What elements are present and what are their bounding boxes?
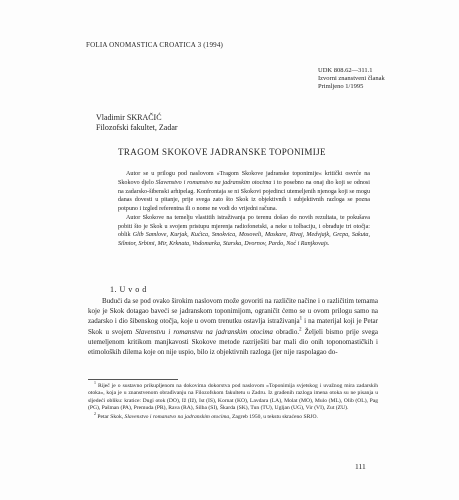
footnote-ref: 1 (299, 317, 303, 323)
abstract-cited-work: Slavenstvo i romanstvo na jadranskim otocima (155, 179, 272, 186)
article-type: Izvorni znanstveni članak (318, 75, 385, 82)
author-affiliation: Filozofski fakultet, Zadar (96, 123, 178, 132)
author-block (96, 113, 178, 133)
body-cited-work: Slavenstvu i romanstvu na jadranskim otocima (135, 327, 273, 336)
footnotes (88, 383, 378, 423)
footnote-divider (88, 379, 178, 380)
section-heading: 1. U v o d (110, 285, 147, 294)
paper-title: TRAGOM SKOKOVE JADRANSKE TOPONIMIJE (118, 147, 326, 157)
abstract-toponym-list: Glib Samlove, Kurjak, Kućica, Smokvica, Mosoveli, Maskare, Rivaj, Medvjajk, Grcpa, Sakuta, Silmtor, Srbimi, Mir, Krknata, Vodomarka, Starska, Dvornov, Pardo, Noć i Ranjkovajs. (118, 232, 370, 247)
author-name: Vladimir SKRAČIĆ (96, 113, 162, 122)
footnote: $^1$ Riječ je o sustavno prikupljenom na dokovima dokorstva pod naslovom »Toponimija svjetskog i uvažnog mira zadarskih otoka«, koja je u znanstvenom obrađivanju na Filozofskom fakultetu u Zadru. Iz građenih razloga imena otoka su ne pisanja u sljedeći obliku: kratice: Dugi otok (DO), Iž (Iž), Ist (IS), Kornat (KO), Lavdara (LA), Molat (MO), Mulo (ML), Olib (OL), Pag (PG), Pašman (PA), Premuda (PR), Rava (RA), Silba (SI), Škarda (SK), Tun (TU), Ugljan (UG), Vir (VI), Zut (ZU). (88, 381, 378, 411)
body-paragraph: Budući da se pod ovako širokim naslovom može govoriti na različite načine i o različitim temama koje je Skok dotagao baveći se jadranskom toponimijom, ograničit ćemo se u ovom prilogu samo na zadarsko i dio šibenskog otočja, koje u ovom trenutku ostavlja istraživanja$^1$ i na materijal koji je Petar Skok u svojem Slavenstvu i romanstvu na jadranskim otocima obradio.$^2$ Željeli bismo prije svega utemeljenom kritikom manjkavosti Skokove metode razriješiti bar mali dio onih toponomastičkih i etimoloških dilema koje on nije uspio, bilo iz objektivnih razloga (jer nije raspolagao do- (88, 297, 378, 357)
abstract (118, 170, 370, 249)
footnote: $^2$ Petar Skok, Slavenstvo i romanstvo na jadranskim otocima, Zagreb 1950, u tekstu skraćeno SRJO. (94, 412, 318, 421)
classification-block (318, 67, 385, 91)
journal-header: FOLIA ONOMASTICA CROATICA 3 (1994) (86, 41, 224, 49)
footnote-ref: 2 (299, 327, 302, 333)
abstract-paragraph-2: Autor Skokove na temelju vlastitih istraživanja po terenu došao do novih rezultata, te pokušava pobiti što je Skok u svojem pristupu mjerenja radiofonetski, a neke u tolbaciju, i obrađuje tri otočja: oblik Glib Samlove, Kurjak, Kućica, Smokvica, Mosoveli, Maskare, Rivaj, Medvjajk, Grcpa, Sakuta, Silmtor, Srbimi, Mir, Krknata, Vodomarka, Starska, Dvornov, Pardo, Noć i Ranjkovajs. (118, 214, 370, 247)
footnote-mark: 1 (94, 381, 96, 386)
received-date: Primljeno 1/1995 (318, 83, 364, 90)
page-number: 111 (355, 462, 366, 471)
body-text (88, 296, 378, 357)
udk-code: UDK 808.62—311.1 (318, 67, 373, 74)
abstract-paragraph-1: Autor se u prilogu pod naslovom »Tragom Skokove jadranske toponimije« kritički osvrće na Skokovo djelo Slavenstvo i romanstvo na jadranskim otocima i to posebno na onaj dio koji se odnosi na zadarsko-šibenski arhipelag. Konfrontaja se ni Skokovi pojedinci utemeljenih njenoga koji se mogu danas dovesti u pitanje, prije svega zato što Skok iz objektivnih i subjektivnih razloga se pozna potpuno i izgled referentna ili o nome ne vodi do vrijedni računa. (118, 171, 370, 212)
footnote-mark: 2 (94, 412, 96, 417)
